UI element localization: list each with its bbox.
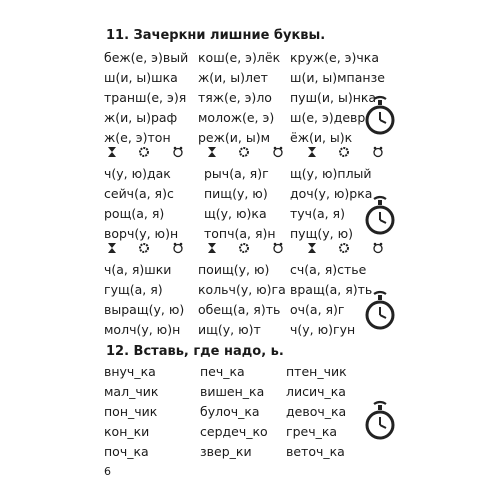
word-item: ищ(у, ю)т <box>198 322 261 337</box>
word-item: девоч_ка <box>286 404 347 419</box>
word-item: выращ(у, ю) <box>104 302 185 317</box>
alarm-clock-icon <box>174 147 183 157</box>
hourglass-icon <box>308 147 316 157</box>
page-number: 6 <box>104 465 111 478</box>
word-item: транш(е, э)я <box>104 90 187 105</box>
word-item: греч_ка <box>286 424 338 439</box>
word-item: вишен_ка <box>200 384 265 399</box>
word-item: доч(у, ю)рка <box>290 186 373 201</box>
stopwatch-icon <box>360 95 400 139</box>
word-item: ж(и, ы)раф <box>104 110 178 125</box>
word-item: внуч_ка <box>104 364 156 379</box>
exercise-11-title: 11. Зачеркни лишние буквы. <box>106 28 326 43</box>
word-item: ч(у, ю)дак <box>104 166 171 181</box>
word-item: рыч(а, я)г <box>204 166 269 181</box>
hourglass-icon <box>208 243 216 253</box>
word-item: кольч(у, ю)га <box>198 282 286 297</box>
word-item: поч_ка <box>104 444 149 459</box>
gear-icon <box>340 244 348 252</box>
word-item: сч(а, я)стье <box>290 262 367 277</box>
word-item: ш(е, э)девр <box>290 110 366 125</box>
word-item: щ(у, ю)ка <box>204 206 267 221</box>
word-item: рощ(а, я) <box>104 206 165 221</box>
word-item: ч(у, ю)гун <box>290 322 356 337</box>
exercise-12-title: 12. Вставь, где надо, ь. <box>106 344 284 359</box>
word-item: ёж(и, ы)к <box>290 130 353 145</box>
word-item: пущ(у, ю) <box>290 226 353 241</box>
hourglass-icon <box>208 147 216 157</box>
word-item: лисич_ка <box>286 384 346 399</box>
word-item: ш(и, ы)мпанзе <box>290 70 385 85</box>
word-item: реж(и, ы)м <box>198 130 271 145</box>
word-item: ш(и, ы)шка <box>104 70 178 85</box>
gear-icon <box>140 244 148 252</box>
gear-icon <box>340 148 348 156</box>
alarm-clock-icon <box>174 243 183 253</box>
word-item: ж(и, ы)лет <box>198 70 268 85</box>
word-item: мал_чик <box>104 384 159 399</box>
word-item: молч(у, ю)н <box>104 322 181 337</box>
ex11-block2-col1 <box>104 164 214 244</box>
word-item: сейч(а, я)с <box>104 186 174 201</box>
word-item: булоч_ка <box>200 404 260 419</box>
hourglass-icon <box>308 243 316 253</box>
stopwatch-icon <box>360 400 400 444</box>
alarm-clock-icon <box>274 243 283 253</box>
separator-row <box>104 146 404 158</box>
stopwatch-icon <box>360 290 400 334</box>
gear-icon <box>140 148 148 156</box>
word-item: пищ(у, ю) <box>204 186 268 201</box>
ex12-col1 <box>104 362 214 462</box>
word-item: топч(а, я)н <box>204 226 276 241</box>
gear-icon <box>240 148 248 156</box>
word-item: круж(е, э)чка <box>290 50 379 65</box>
word-item: веточ_ка <box>286 444 345 459</box>
word-item: туч(а, я) <box>290 206 345 221</box>
word-item: обещ(а, я)ть <box>198 302 281 317</box>
word-item: печ_ка <box>200 364 245 379</box>
word-item: кош(е, э)лёк <box>198 50 281 65</box>
alarm-clock-icon <box>374 243 383 253</box>
word-item: щ(у, ю)плый <box>290 166 372 181</box>
word-item: молож(е, э) <box>198 110 275 125</box>
word-item: вращ(а, я)ть <box>290 282 373 297</box>
word-item: пуш(и, ы)нка <box>290 90 377 105</box>
alarm-clock-icon <box>274 147 283 157</box>
word-item: звер_ки <box>200 444 252 459</box>
alarm-clock-icon <box>374 147 383 157</box>
word-item: ворч(у, ю)н <box>104 226 179 241</box>
stopwatch-icon <box>360 195 400 239</box>
word-item: ж(е, э)тон <box>104 130 171 145</box>
word-item: поищ(у, ю) <box>198 262 270 277</box>
word-item: оч(а, я)г <box>290 302 345 317</box>
hourglass-icon <box>108 243 116 253</box>
word-item: гущ(а, я) <box>104 282 163 297</box>
word-item: тяж(е, э)ло <box>198 90 272 105</box>
word-item: ч(а, я)шки <box>104 262 172 277</box>
word-item: птен_чик <box>286 364 347 379</box>
word-item: кон_ки <box>104 424 150 439</box>
hourglass-icon <box>108 147 116 157</box>
separator-row <box>104 242 404 254</box>
word-item: пон_чик <box>104 404 158 419</box>
word-item: сердеч_ко <box>200 424 268 439</box>
gear-icon <box>240 244 248 252</box>
word-item: беж(е, э)вый <box>104 50 189 65</box>
